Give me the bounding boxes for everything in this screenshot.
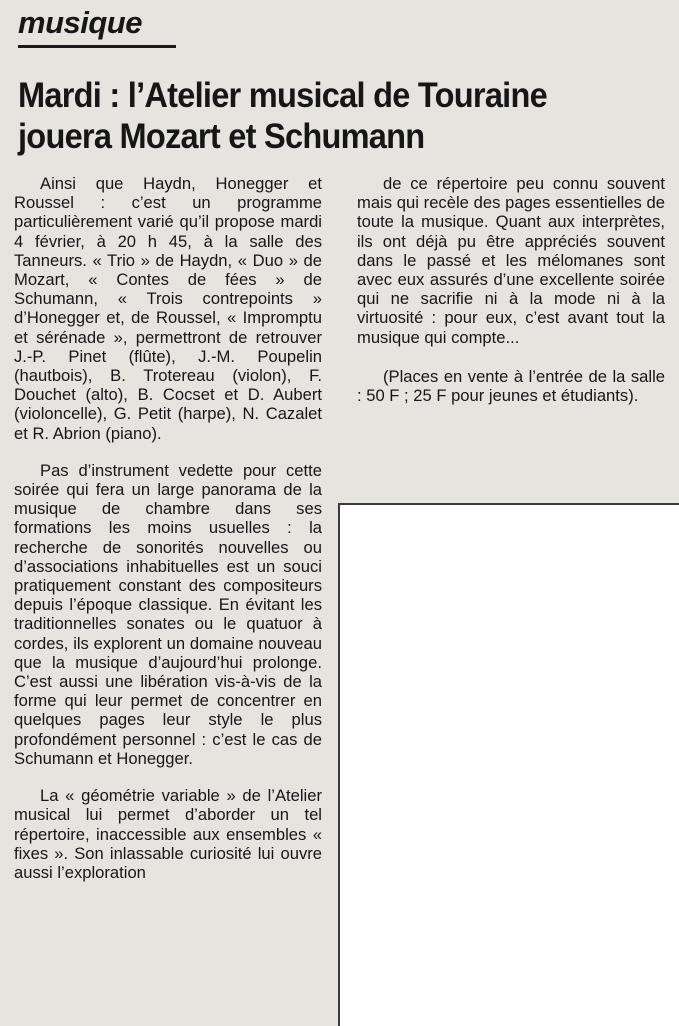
section-underline (18, 45, 176, 48)
article-column-left (14, 174, 322, 882)
paragraph-panorama: Pas d’instrument vedette pour cette soirée qui fera un large panorama de la musique de chambre dans ses formations les moins usuelles : la recherche de sonorités nouvelles ou d’associations inhabituelles est un souci pratiquement constant des compositeurs depuis l’époque classique. En évitant les traditionnelles sonates ou le quatuor à cordes, ils explorent un domaine nouveau que la musique d’aujourd’hui prolonge. C’est aussi une libération vis-à-vis de la forme qui leur permet de concentrer en quelques pages leur style le plus profondément personnel : c’est le cas de Schumann et Honegger. (14, 460, 322, 768)
paragraph-geometrie: La « géométrie variable » de l’Atelier musical lui permet d’aborder un tel répertoire, inaccessible aux ensembles « fixes ». Son inlassable curiosité lui ouvre aussi l’exploration (14, 786, 322, 882)
paragraph-program: Ainsi que Haydn, Honegger et Roussel : c’est un programme particulièrement varié qu’il propose mardi 4 février, à 20 h 45, à la salle des Tanneurs. « Trio » de Haydn, « Duo » de Mozart, « Contes de fées » de Schumann, « Trois contrepoints » d’Honegger et, de Roussel, « Impromptu et sérénade », permettront de retrouver J.-P. Pinet (flûte), J.-M. Poupelin (hautbois), B. Trotereau (violon), F. Douchet (alto), B. Cocset et D. Aubert (violoncelle), G. Petit (harpe), N. Cazalet et R. Abrion (piano). (14, 174, 322, 443)
paragraph-repertoire: de ce répertoire peu connu souvent mais qui recèle des pages essentielles de toute la musique. Quant aux interprètes, ils ont déjà pu être appréciés souvent dans le passé et les mélomanes sont avec eux assurés d’une excellente soirée qui ne sacrifie ni à la mode ni à la virtuosité : pour eux, c’est avant tout la musique qui compte... (357, 174, 665, 347)
paragraph-tickets: (Places en vente à l’entrée de la salle : 50 F ; 25 F pour jeunes et étudiants). (357, 366, 665, 406)
blank-area (338, 503, 679, 1026)
article-headline: Mardi : l’Atelier musical de Touraine jouera Mozart et Schumann (18, 76, 547, 156)
section-heading: musique (18, 5, 142, 40)
article-column-right (357, 174, 665, 405)
